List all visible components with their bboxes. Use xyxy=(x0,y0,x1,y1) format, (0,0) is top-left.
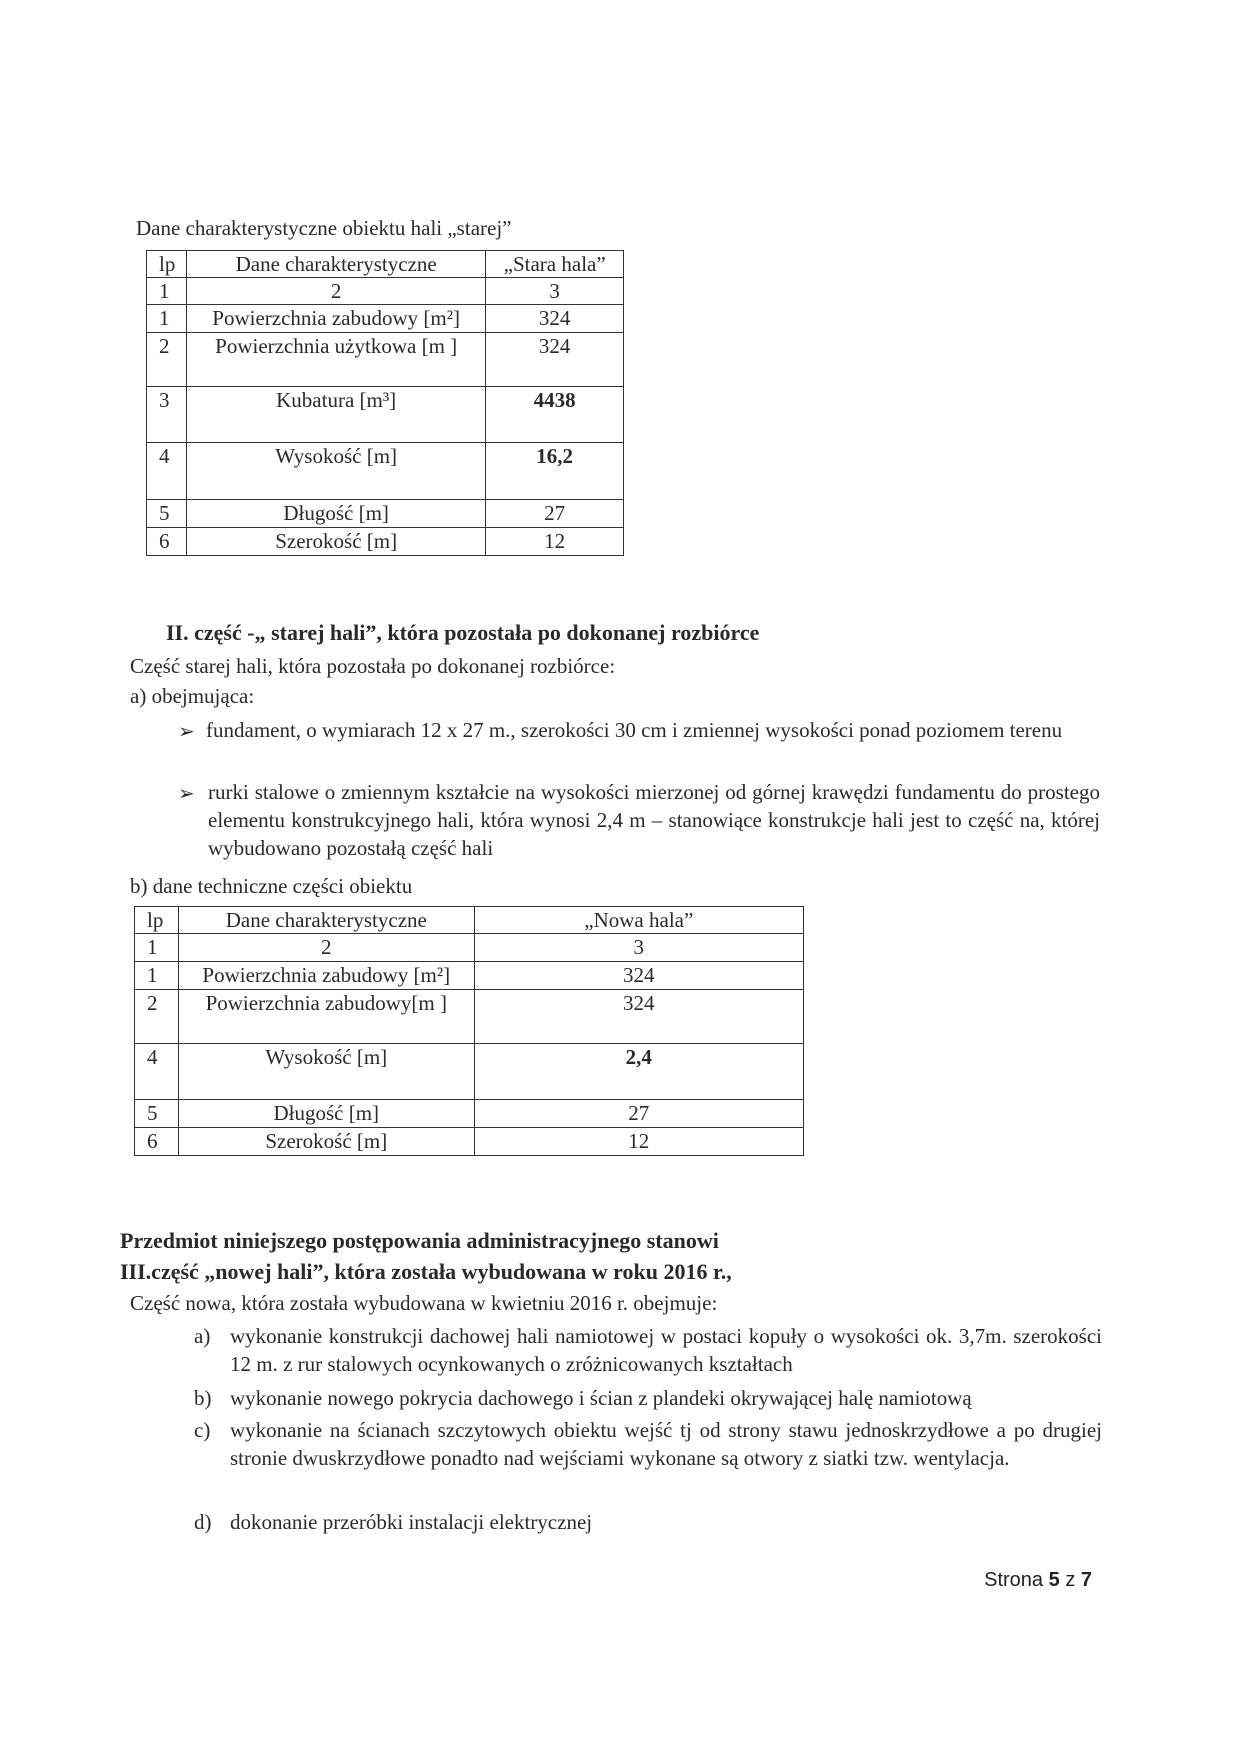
header-label: Dane charakterystyczne xyxy=(178,907,474,934)
cell-label: Wysokość [m] xyxy=(186,443,485,500)
total-pages: 7 xyxy=(1080,1569,1092,1591)
cell-lp: 3 xyxy=(147,387,187,443)
cell-lp: 1 xyxy=(147,305,187,333)
section2-item-b: b) dane techniczne części obiektu xyxy=(130,874,413,898)
index-cell: 2 xyxy=(186,278,485,305)
cell-lp: 4 xyxy=(135,1044,179,1100)
index-cell: 3 xyxy=(474,934,803,962)
cell-label: Szerokość [m] xyxy=(186,528,485,556)
cell-lp: 5 xyxy=(147,500,187,528)
section2-intro: Część starej hali, która pozostała po dokonanej rozbiórce: xyxy=(130,654,616,678)
arrow-bullet-icon: ➢ xyxy=(178,783,195,805)
table-row xyxy=(135,934,804,962)
cell-value: 324 xyxy=(486,305,624,333)
table-stara-hala xyxy=(146,250,624,556)
bullet-rurki: rurki stalowe o zmiennym kształcie na wysokości mierzonej od górnej krawędzi fundamentu do prostego elementu konstrukcyjnego hali, która wynosi 2,4 m – stanowiące konstrukcje hali jest to część na, której wybudowano pozostałą część hali xyxy=(208,780,1100,860)
table-row xyxy=(147,500,624,528)
current-page: 5 xyxy=(1048,1569,1060,1591)
table1-caption: Dane charakterystyczne obiektu hali „starej” xyxy=(136,216,512,240)
table-row xyxy=(147,333,624,387)
cell-label: Powierzchnia użytkowa [m ] xyxy=(186,333,485,387)
cell-value: 324 xyxy=(486,333,624,387)
index-cell: 2 xyxy=(178,934,474,962)
list-marker: b) xyxy=(194,1386,212,1410)
cell-label: Kubatura [m³] xyxy=(186,387,485,443)
table-row xyxy=(147,387,624,443)
cell-value: 4438 xyxy=(486,387,624,443)
cell-lp: 2 xyxy=(135,990,179,1044)
cell-label: Długość [m] xyxy=(186,500,485,528)
cell-lp: 6 xyxy=(147,528,187,556)
cell-lp: 6 xyxy=(135,1128,179,1156)
list-item: dokonanie przeróbki instalacji elektrycznej xyxy=(230,1510,593,1534)
section2-heading: II. część -„ starej hali”, która pozostała po dokonanej rozbiórce xyxy=(166,620,760,645)
cell-label: Długość [m] xyxy=(178,1100,474,1128)
table-row xyxy=(135,990,804,1044)
cell-value: 16,2 xyxy=(486,443,624,500)
section3-heading-1: Przedmiot niniejszego postępowania administracyjnego stanowi xyxy=(120,1228,719,1253)
section3-intro: Część nowa, która została wybudowana w kwietniu 2016 r. obejmuje: xyxy=(130,1291,718,1315)
table-row xyxy=(147,528,624,556)
cell-value: 2,4 xyxy=(474,1044,803,1100)
table-row xyxy=(135,1100,804,1128)
header-lp: lp xyxy=(135,907,179,934)
cell-value: 324 xyxy=(474,990,803,1044)
cell-value: 324 xyxy=(474,962,803,990)
bullet-fundament: fundament, o wymiarach 12 x 27 m., szerokości 30 cm i zmiennej wysokości ponad poziomem terenu xyxy=(206,718,1063,742)
cell-lp: 1 xyxy=(135,962,179,990)
header-value: „Nowa hala” xyxy=(474,907,803,934)
cell-lp: 5 xyxy=(135,1100,179,1128)
cell-value: 27 xyxy=(486,500,624,528)
header-label: Dane charakterystyczne xyxy=(186,251,485,278)
table-row xyxy=(147,251,624,278)
page-prefix: Strona xyxy=(984,1569,1044,1591)
table-row xyxy=(147,443,624,500)
table-row xyxy=(147,305,624,333)
cell-lp: 2 xyxy=(147,333,187,387)
cell-label: Powierzchnia zabudowy [m²] xyxy=(186,305,485,333)
table-row xyxy=(135,907,804,934)
page-sep: z xyxy=(1065,1569,1076,1591)
table-row xyxy=(147,278,624,305)
cell-label: Wysokość [m] xyxy=(178,1044,474,1100)
index-cell: 1 xyxy=(147,278,187,305)
cell-value: 12 xyxy=(474,1128,803,1156)
cell-label: Szerokość [m] xyxy=(178,1128,474,1156)
cell-label: Powierzchnia zabudowy [m²] xyxy=(178,962,474,990)
index-cell: 1 xyxy=(135,934,179,962)
list-item: wykonanie na ścianach szczytowych obiektu wejść tj od strony stawu jednoskrzydłowe a po drugiej stronie dwuskrzydłowe ponadto nad wejściami wykonane są otwory z siatki tzw. wentylacja. xyxy=(230,1418,1102,1470)
cell-value: 12 xyxy=(486,528,624,556)
list-item: wykonanie nowego pokrycia dachowego i ścian z plandeki okrywającej halę namiotową xyxy=(230,1386,972,1410)
table-row xyxy=(135,1044,804,1100)
table-row xyxy=(135,962,804,990)
section3-heading-2: III.część „nowej hali”, która została wybudowana w roku 2016 r., xyxy=(120,1259,732,1284)
cell-label: Powierzchnia zabudowy[m ] xyxy=(178,990,474,1044)
list-item: wykonanie konstrukcji dachowej hali namiotowej w postaci kopuły o wysokości ok. 3,7m. szerokości 12 m. z rur stalowych ocynkowanych o zróżnicowanych kształtach xyxy=(230,1324,1102,1376)
list-marker: d) xyxy=(194,1510,212,1534)
cell-value: 27 xyxy=(474,1100,803,1128)
table-row xyxy=(135,1128,804,1156)
list-marker: a) xyxy=(194,1324,211,1348)
section2-item-a: a) obejmująca: xyxy=(130,684,255,708)
header-lp: lp xyxy=(147,251,187,278)
cell-lp: 4 xyxy=(147,443,187,500)
list-marker: c) xyxy=(194,1418,211,1442)
arrow-bullet-icon: ➢ xyxy=(178,721,195,743)
header-value: „Stara hala” xyxy=(486,251,624,278)
page-number xyxy=(984,1569,1092,1592)
table-nowa-hala xyxy=(134,906,804,1156)
index-cell: 3 xyxy=(486,278,624,305)
